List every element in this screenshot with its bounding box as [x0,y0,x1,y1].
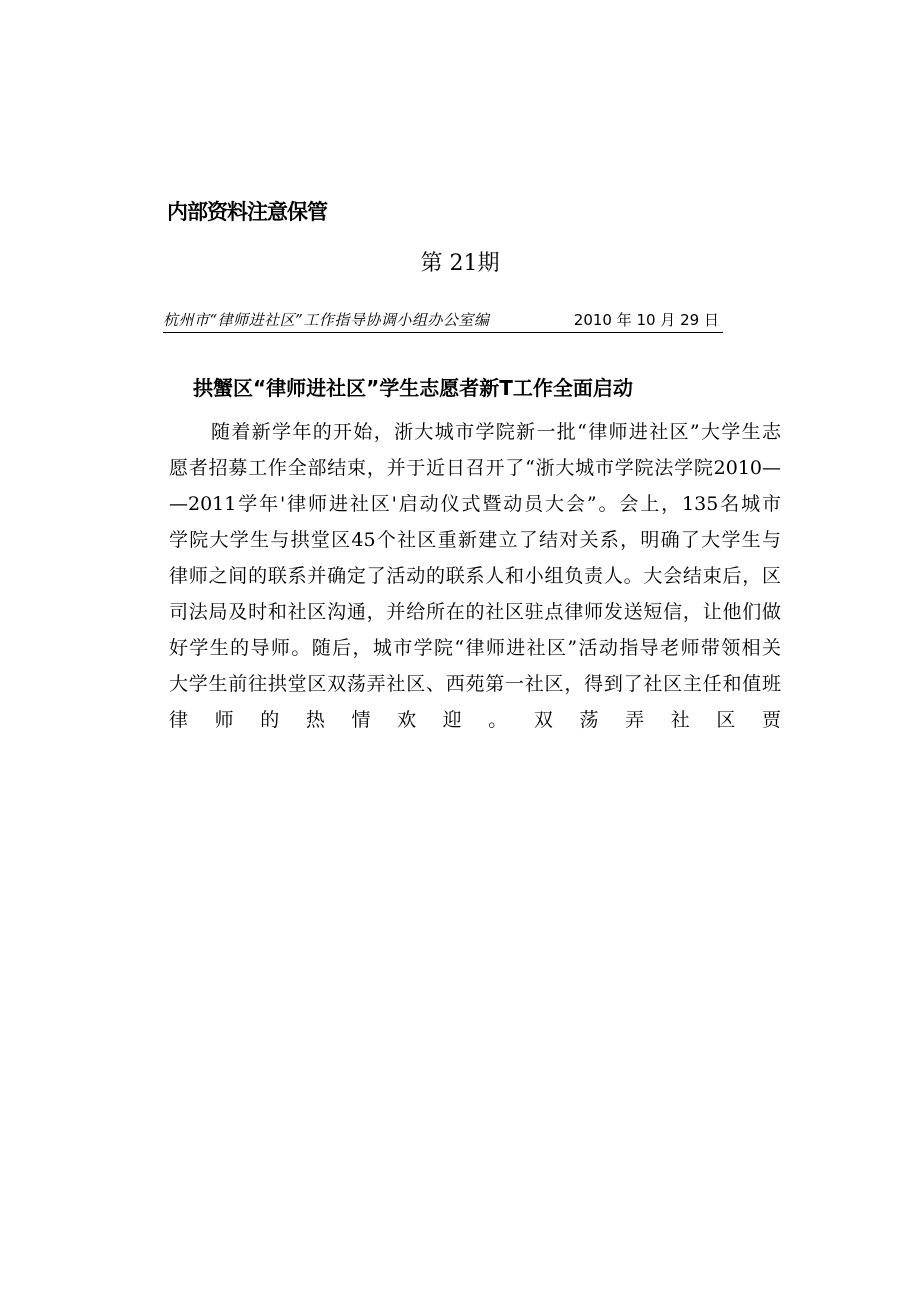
body-line: —2011学年'律师进社区'启动仪式暨动员大会”。会上，135名城市 [169,493,781,515]
body-line: 司法局及时和社区沟通，并给所在的社区驻点律师发送短信，让他们做 [169,601,781,623]
body-line: 愿者招募工作全部结束，并于近日召开了“浙大城市学院法学院2010— [169,457,781,479]
body-line: 随着新学年的开始，浙大城市学院新一批“律师进社区”大学生志 [211,421,781,443]
body-line: 好学生的导师。随后，城市学院“律师进社区”活动指导老师带领相关 [169,637,781,659]
body-line: 律师的热情欢迎。双荡弄社区贾 [169,709,781,731]
body-line: 大学生前往拱堂区双荡弄社区、西苑第一社区，得到了社区主任和值班 [169,673,781,695]
masthead-date: 2010 年 10 月 29 日 [573,311,719,329]
masthead [163,310,723,333]
article-body [169,414,781,738]
issue-number: 第 21期 [420,251,500,276]
masthead-editor: 杭州市“律师进社区”工作指导协调小组办公室编 [163,311,490,329]
article-headline: 拱蟹区“律师进社区”学生志愿者新T工作全面启动 [193,376,633,400]
confidential-notice: 内部资料注意保管 [167,200,327,224]
body-line: 学院大学生与拱堂区45个社区重新建立了结对关系，明确了大学生与 [169,529,781,551]
body-line: 律师之间的联系并确定了活动的联系人和小组负责人。大会结束后，区 [169,565,781,587]
